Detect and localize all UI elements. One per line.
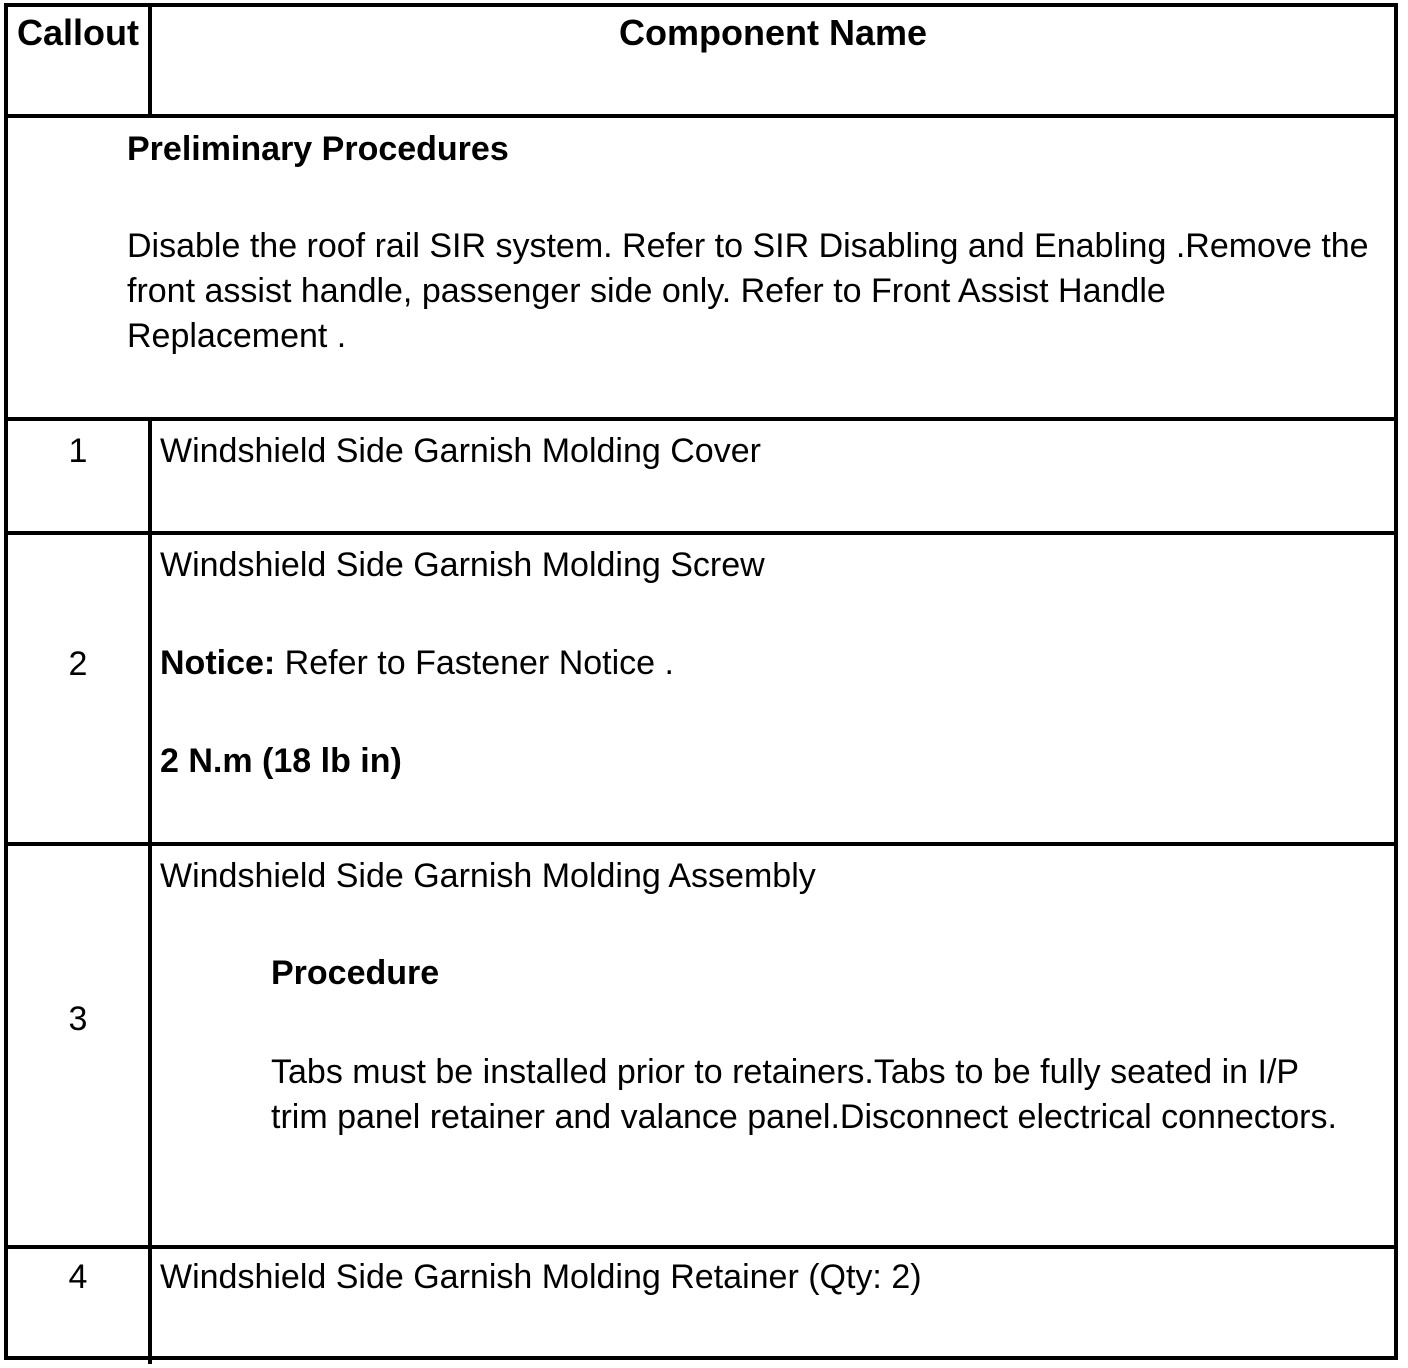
callout-number: 2 <box>68 645 88 683</box>
torque-spec: 2 N.m (18 lb in) <box>160 742 402 780</box>
column-divider <box>148 421 152 531</box>
row-divider <box>8 1245 1394 1249</box>
notice-line <box>160 641 1374 686</box>
callout-number: 3 <box>68 1000 88 1038</box>
column-divider <box>148 1249 152 1364</box>
preliminary-text: Disable the roof rail SIR system. Refer to SIR Disabling and Enabling .Remove the front assist handle, passenger side only. Refer to Front Assist Handle Replacement . <box>127 227 1369 355</box>
component-table <box>4 3 1398 1360</box>
row-divider <box>8 417 1394 421</box>
preliminary-title: Preliminary Procedures <box>127 130 509 168</box>
column-divider <box>148 846 152 1245</box>
component-name: Windshield Side Garnish Molding Retainer (Qty: 2) <box>160 1258 922 1296</box>
row-divider <box>8 114 1394 118</box>
callout-number: 4 <box>68 1258 88 1296</box>
procedure-title: Procedure <box>271 954 440 992</box>
procedure-text: Tabs must be installed prior to retainers.Tabs to be fully seated in I/P trim panel retainer and valance panel.Disconnect electrical connectors. <box>271 1053 1337 1136</box>
component-name: Windshield Side Garnish Molding Assembly <box>160 857 816 895</box>
component-name: Windshield Side Garnish Molding Cover <box>160 432 761 470</box>
notice-label: Notice: <box>160 644 276 682</box>
component-name: Windshield Side Garnish Molding Screw <box>160 546 765 584</box>
notice-text: Refer to Fastener Notice . <box>275 644 674 682</box>
header-callout: Callout <box>17 12 139 53</box>
callout-number: 1 <box>68 432 88 470</box>
row-divider <box>8 531 1394 535</box>
column-divider <box>148 535 152 842</box>
header-component-name: Component Name <box>618 12 928 53</box>
header-divider <box>148 7 152 118</box>
row-divider <box>8 842 1394 846</box>
